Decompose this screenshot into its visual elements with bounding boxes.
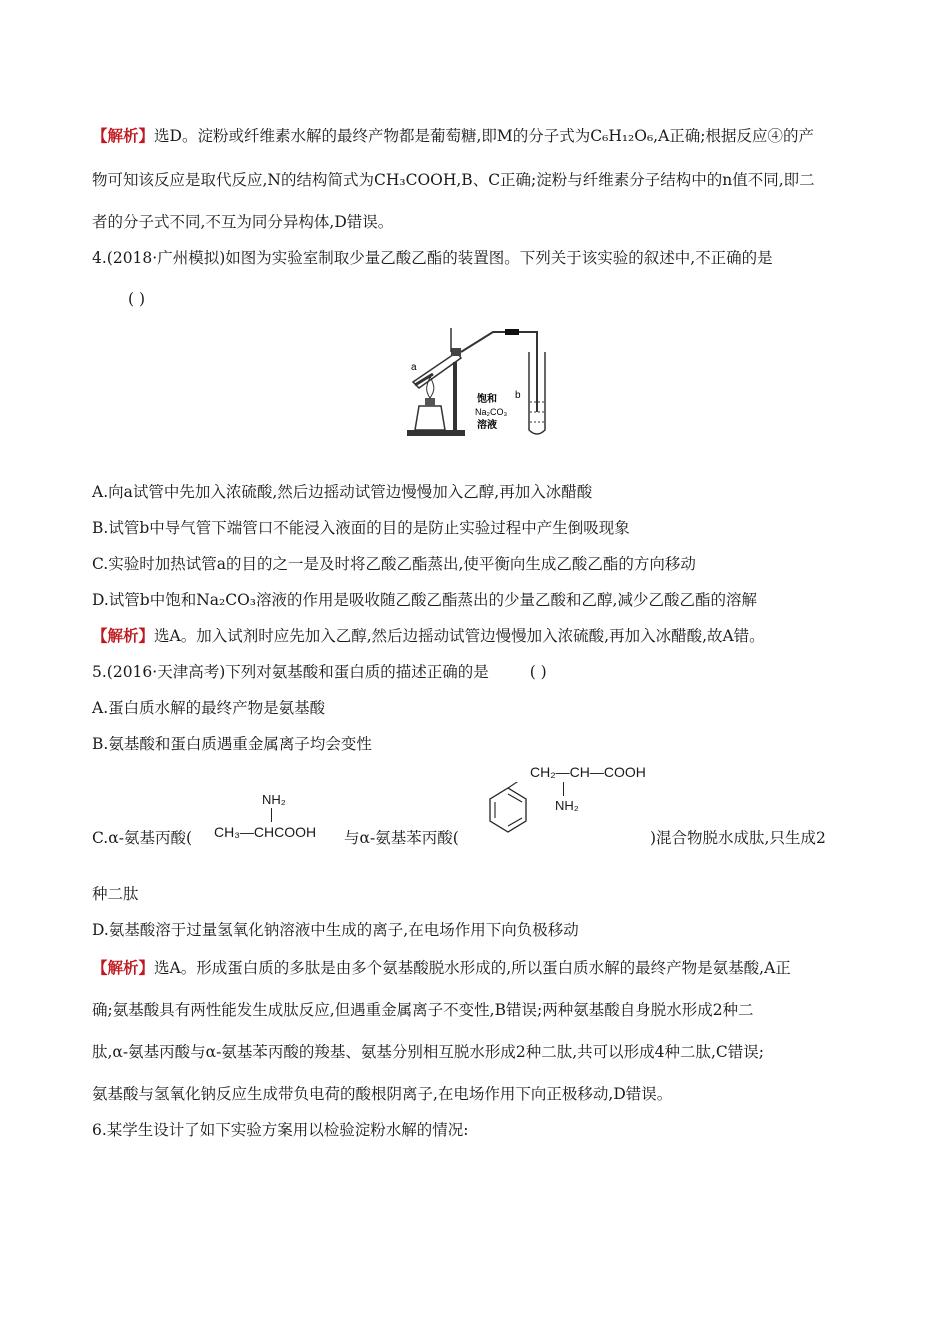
alanine-nh2: NH₂ [262, 792, 286, 807]
q5-stem [92, 660, 547, 682]
alanine-bond [271, 808, 272, 822]
label-na2co3: Na₂CO₃ [475, 407, 508, 417]
q4-answer-bracket: ( ) [128, 290, 146, 308]
phenylalanine-chain: CH₂—CH—COOH [530, 764, 646, 780]
label-saturated: 饱和 [477, 394, 497, 405]
analysis-tag: 【解析】 [92, 958, 155, 977]
q6-stem: 6.某学生设计了如下实验方案用以检验淀粉水解的情况: [92, 1121, 469, 1139]
q5-option-c-continued: 种二肽 [92, 885, 139, 903]
q5-analysis-text-1: 选A。形成蛋白质的多肽是由多个氨基酸脱水形成的,所以蛋白质水解的最终产物是氨基酸,A正 [154, 959, 791, 977]
q4-option-b: B.试管b中导气管下端管口不能浸入液面的目的是防止实验过程中产生倒吸现象 [92, 519, 630, 537]
q5-option-c-middle: 与α-氨基苯丙酸( [344, 829, 459, 847]
q5-option-b: B.氨基酸和蛋白质遇重金属离子均会变性 [92, 735, 372, 753]
delivery-tube [461, 332, 537, 412]
phenylalanine-nh2: NH₂ [555, 798, 579, 813]
alcohol-lamp [415, 406, 445, 430]
q5-option-c-suffix: )混合物脱水成肽,只生成2 [650, 829, 826, 847]
q4-option-d: D.试管b中饱和Na₂CO₃溶液的作用是吸收随乙酸乙酯蒸出的少量乙酸和乙醇,减少乙酸乙酯的溶解 [92, 591, 757, 609]
alanine-chain: CH₃—CHCOOH [214, 824, 317, 840]
clamp [451, 348, 461, 356]
q4-analysis [92, 624, 765, 646]
label-b: b [515, 390, 521, 401]
q4-option-a: A.向a试管中先加入浓硫酸,然后边摇动试管边慢慢加入乙醇,再加入冰醋酸 [92, 483, 593, 501]
q5-stem-text: 5.(2016·天津高考)下列对氨基酸和蛋白质的描述正确的是 [92, 663, 489, 681]
q3-analysis-line-3: 者的分子式不同,不互为同分异构体,D错误。 [92, 213, 394, 231]
q5-analysis-line-3: 肽,α-氨基丙酸与α-氨基苯丙酸的羧基、氨基分别相互脱水形成2种二肽,共可以形成4种二肽,C错误; [92, 1043, 764, 1061]
analysis-tag: 【解析】 [92, 626, 155, 645]
q5-answer-bracket: ( ) [529, 663, 547, 681]
rubber-joint [505, 329, 519, 335]
q3-analysis-line-1 [92, 124, 814, 146]
benzene-ring-icon [486, 782, 530, 838]
stand-rod [453, 362, 457, 432]
q3-analysis-text-1: 选D。淀粉或纤维素水解的最终产物都是葡萄糖,即M的分子式为C₆H₁₂O₆,A正确;根据反应④的产 [154, 127, 815, 145]
q4-analysis-text: 选A。加入试剂时应先加入乙醇,然后边摇动试管边慢慢加入浓硫酸,再加入冰醋酸,故A错。 [154, 627, 765, 645]
q5-analysis-line-2: 确;氨基酸具有两性能发生成肽反应,但遇重金属离子不变性,B错误;两种氨基酸自身脱水形成2种二 [92, 1001, 754, 1019]
analysis-tag: 【解析】 [92, 126, 155, 145]
label-solution: 溶液 [477, 420, 497, 431]
q4-option-c: C.实验时加热试管a的目的之一是及时将乙酸乙酯蒸出,使平衡向生成乙酸乙酯的方向移动 [92, 555, 696, 573]
ester-apparatus-figure [405, 322, 555, 444]
q5-option-d: D.氨基酸溶于过量氢氧化钠溶液中生成的离子,在电场作用下向负极移动 [92, 921, 579, 939]
q5-analysis-line-4: 氨基酸与氢氧化钠反应生成带负电荷的酸根阴离子,在电场作用下向正极移动,D错误。 [92, 1085, 673, 1103]
q3-analysis-line-2: 物可知该反应是取代反应,N的结构简式为CH₃COOH,B、C正确;淀粉与纤维素分子结构中的n值不同,即二 [92, 171, 815, 189]
lamp-wick [425, 398, 435, 406]
q5-option-a: A.蛋白质水解的最终产物是氨基酸 [92, 699, 326, 717]
tube-b-liquid [530, 412, 544, 422]
q5-option-c-prefix: C.α-氨基丙酸( [92, 829, 192, 847]
label-a: a [411, 362, 417, 373]
q5-analysis-line-1 [92, 956, 791, 978]
q4-stem: 4.(2018·广州模拟)如图为实验室制取少量乙酸乙酯的装置图。下列关于该实验的叙述中,不正确的是 [92, 249, 773, 267]
phenylalanine-bond [563, 782, 564, 796]
